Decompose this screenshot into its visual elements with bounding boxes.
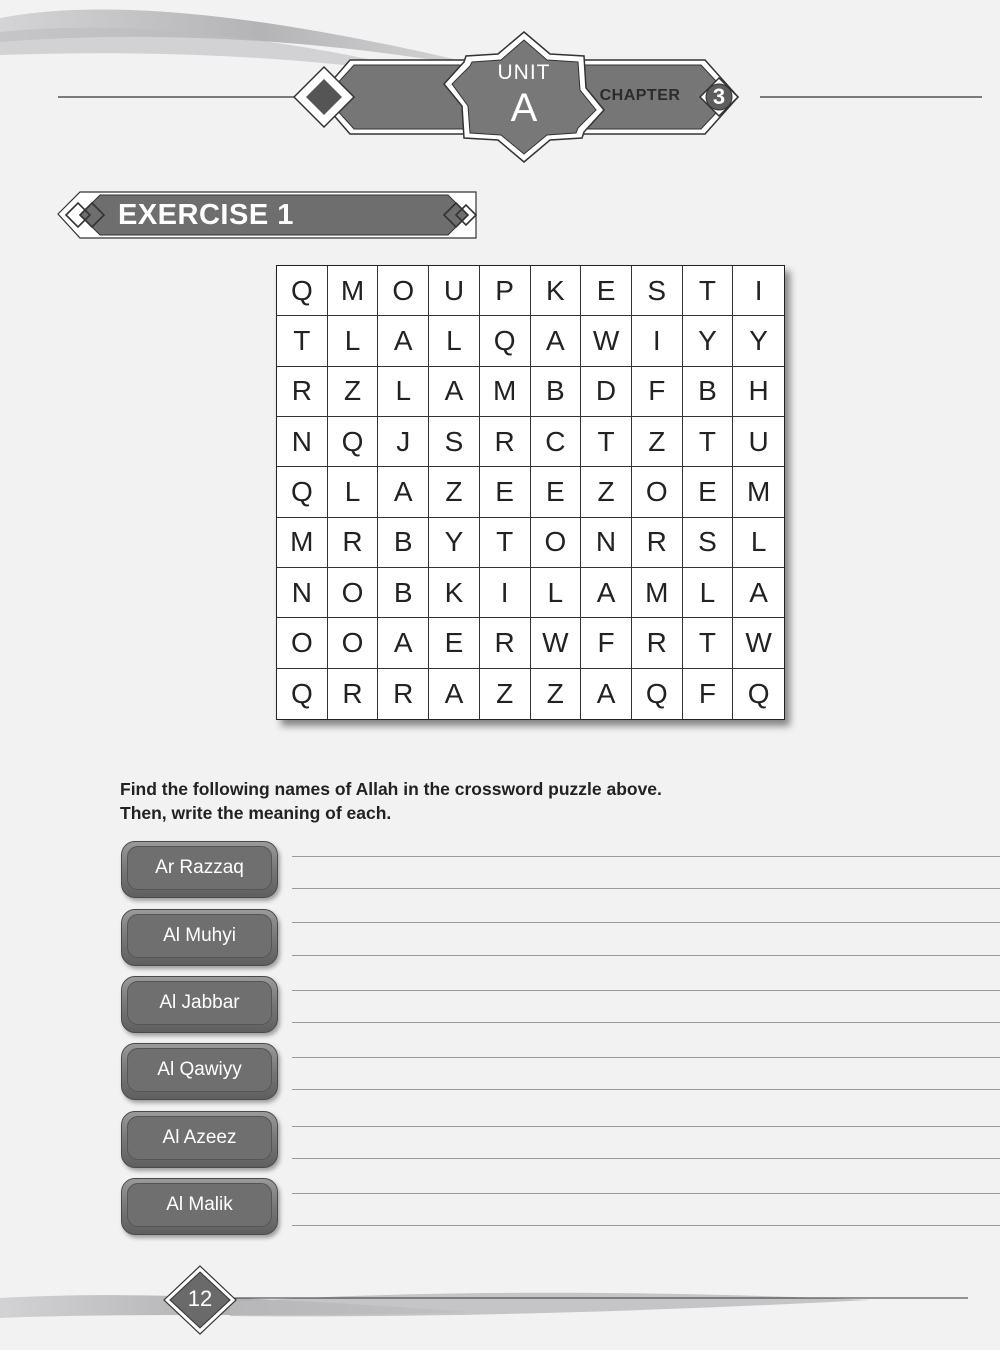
grid-cell: L xyxy=(328,467,379,517)
grid-cell: Q xyxy=(632,669,683,719)
grid-cell: N xyxy=(277,417,328,467)
grid-cell: F xyxy=(683,669,734,719)
grid-cell: A xyxy=(581,669,632,719)
name-label: Al Azeez xyxy=(127,1116,272,1160)
grid-cell: W xyxy=(531,618,582,668)
grid-cell: L xyxy=(733,518,784,568)
grid-cell: A xyxy=(429,669,480,719)
grid-cell: Y xyxy=(683,316,734,366)
grid-cell: E xyxy=(683,467,734,517)
grid-cell: O xyxy=(378,266,429,316)
instructions-line-2: Then, write the meaning of each. xyxy=(120,803,392,823)
chapter-label: CHAPTER xyxy=(599,87,681,104)
grid-cell: Y xyxy=(733,316,784,366)
grid-cell: B xyxy=(683,367,734,417)
instructions-line-1: Find the following names of Allah in the crossword puzzle above. xyxy=(120,779,662,799)
name-label: Ar Razzaq xyxy=(127,846,272,890)
grid-cell: Z xyxy=(429,467,480,517)
grid-cell: J xyxy=(378,417,429,467)
grid-cell: I xyxy=(733,266,784,316)
grid-cell: B xyxy=(378,518,429,568)
grid-cell: M xyxy=(632,568,683,618)
grid-cell: E xyxy=(531,467,582,517)
grid-cell: B xyxy=(378,568,429,618)
grid-cell: A xyxy=(378,618,429,668)
grid-cell: S xyxy=(429,417,480,467)
grid-cell: Q xyxy=(480,316,531,366)
grid-cell: P xyxy=(480,266,531,316)
grid-cell: M xyxy=(328,266,379,316)
grid-cell: R xyxy=(328,518,379,568)
grid-cell: D xyxy=(581,367,632,417)
grid-cell: Q xyxy=(747,677,770,709)
grid-cell: W xyxy=(581,316,632,366)
unit-letter: A xyxy=(510,86,538,130)
grid-cell: I xyxy=(632,316,683,366)
grid-cell: U xyxy=(733,417,784,467)
grid-cell: E xyxy=(581,266,632,316)
grid-cell: T xyxy=(683,618,734,668)
grid-cell: U xyxy=(429,266,480,316)
grid-cell: R xyxy=(378,669,429,719)
grid-cell: Z xyxy=(632,417,683,467)
grid-cell: N xyxy=(581,518,632,568)
grid-cell: M xyxy=(480,367,531,417)
grid-cell: F xyxy=(581,618,632,668)
grid-cell: S xyxy=(632,266,683,316)
grid-cell: T xyxy=(683,266,734,316)
grid-cell: L xyxy=(378,367,429,417)
page-number: 12 xyxy=(187,1286,213,1311)
grid-cell: M xyxy=(733,467,784,517)
chapter-number: 3 xyxy=(712,84,726,109)
grid-cell: H xyxy=(733,367,784,417)
grid-cell: A xyxy=(733,568,784,618)
grid-cell: A xyxy=(378,316,429,366)
grid-cell: N xyxy=(277,568,328,618)
exercise-title: EXERCISE 1 xyxy=(118,199,294,231)
grid-cell: O xyxy=(632,467,683,517)
grid-cell: C xyxy=(531,417,582,467)
grid-cell: T xyxy=(581,417,632,467)
grid-cell: Q xyxy=(277,266,328,316)
grid-cell: O xyxy=(328,618,379,668)
grid-cell: T xyxy=(480,518,531,568)
grid-cell: L xyxy=(429,316,480,366)
grid-cell: L xyxy=(683,568,734,618)
grid-cell: R xyxy=(328,669,379,719)
grid-cell: T xyxy=(683,417,734,467)
grid-cell: F xyxy=(632,367,683,417)
grid-cell: R xyxy=(480,417,531,467)
grid-cell: R xyxy=(632,518,683,568)
grid-cell: Z xyxy=(328,367,379,417)
grid-cell: K xyxy=(531,266,582,316)
grid-cell: R xyxy=(632,618,683,668)
unit-label: UNIT xyxy=(497,61,551,84)
grid-cell: W xyxy=(733,618,784,668)
grid-cell: R xyxy=(480,618,531,668)
grid-cell: R xyxy=(277,367,328,417)
grid-cell: T xyxy=(277,316,328,366)
grid-cell: M xyxy=(277,518,328,568)
grid-cell: E xyxy=(480,467,531,517)
grid-cell: I xyxy=(480,568,531,618)
grid-cell: L xyxy=(531,568,582,618)
grid-cell: E xyxy=(429,618,480,668)
grid-cell: K xyxy=(429,568,480,618)
grid-cell: A xyxy=(531,316,582,366)
grid-cell: Q xyxy=(277,669,328,719)
grid-cell: A xyxy=(378,467,429,517)
grid-cell: O xyxy=(277,618,328,668)
grid-cell: Q xyxy=(277,467,328,517)
grid-cell: Z xyxy=(531,669,582,719)
name-label: Al Jabbar xyxy=(127,981,272,1025)
grid-cell: L xyxy=(328,316,379,366)
grid-cell: Q xyxy=(328,417,379,467)
name-label: Al Malik xyxy=(127,1183,272,1227)
grid-cell: S xyxy=(683,518,734,568)
grid-cell: O xyxy=(328,568,379,618)
grid-cell: Y xyxy=(429,518,480,568)
grid-cell: A xyxy=(429,367,480,417)
grid-cell: B xyxy=(531,367,582,417)
name-label: Al Muhyi xyxy=(127,914,272,958)
grid-cell: O xyxy=(531,518,582,568)
grid-cell: Z xyxy=(480,669,531,719)
name-label: Al Qawiyy xyxy=(127,1048,272,1092)
grid-cell: Z xyxy=(581,467,632,517)
grid-cell: A xyxy=(581,568,632,618)
